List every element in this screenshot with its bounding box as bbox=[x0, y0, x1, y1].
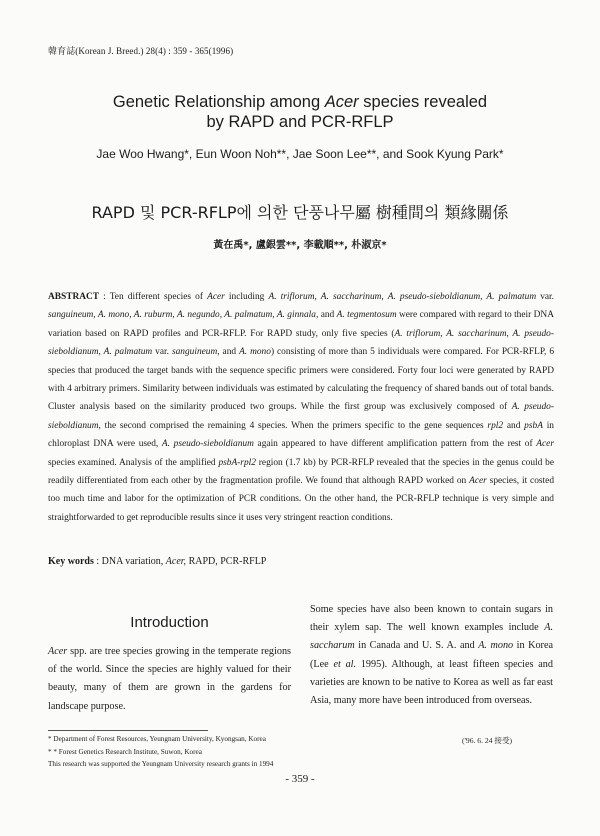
abstract-sep: : bbox=[99, 292, 110, 302]
abstract-italic: A. pseudo-sieboldianum bbox=[161, 439, 254, 450]
title-line1-pre: Genetic Relationship among bbox=[112, 93, 325, 111]
intro-text: spp. are tree species growing in the temperate regions of the world. Since the species are highly valued for their beauty, many of them are grown in the gardens for landscape purpose. bbox=[48, 646, 291, 712]
abstract-italic: sanguineum, bbox=[171, 347, 220, 358]
intro-genus: Acer bbox=[48, 646, 68, 657]
abstract-text: and bbox=[219, 347, 240, 358]
abstract-text: var. bbox=[536, 292, 555, 302]
abstract-text: and bbox=[503, 420, 525, 431]
title-genus: Acer bbox=[324, 93, 359, 111]
abstract-text: ) consisting of more than 5 individuals were compared. For PCR-RFLP, 6 species that produced the target bands with the sequence specific primers were considered. Forty four loci were generated by RAPD with 4 arbitrary primers. Similarity between individuals was estimated by calculating the frequency of shared bands out of total bands. Cluster analysis based on the similarity produced two groups. While the first group was exclusively composed of bbox=[48, 347, 555, 413]
abstract-italic: A. triflorum, A. saccharinum, A. pseudo-sieboldianum, A. palmatum bbox=[48, 328, 554, 358]
rc-text: Some species have also been known to contain sugars in their xylem sap. The well known examples include bbox=[310, 604, 553, 634]
title-line1-post: species revealed bbox=[358, 93, 488, 111]
rc-text: 1995). Although, at least fifteen species and varieties are known to be native to Korea as well as far east Asia, many more have been introduced from overseas. bbox=[310, 658, 553, 707]
abstract-text: again appeared to have different amplification pattern from the rest of bbox=[253, 439, 537, 450]
korean-author-list: 黃在禹*, 盧銀雲**, 李載順**, 朴淑京* bbox=[213, 240, 387, 251]
keywords bbox=[48, 556, 266, 567]
introduction-heading: Introduction bbox=[130, 614, 209, 631]
footnote-divider bbox=[48, 730, 208, 731]
paper-title bbox=[40, 92, 560, 132]
abstract-text: and bbox=[318, 310, 337, 321]
keywords-post: RAPD, PCR-RFLP bbox=[186, 556, 267, 567]
rc-italic: A. mono bbox=[478, 640, 514, 652]
received-date: ('96. 6. 24 接受) bbox=[462, 736, 513, 745]
footnote-funding: This research was supported the Yeungnam University research grants in 1994 bbox=[48, 760, 274, 768]
rc-text: in Korea (Lee bbox=[310, 640, 553, 670]
rc-italic: A. saccharum bbox=[310, 622, 553, 652]
abstract-text: species, it costed too much time and labor for the optimization of PCR conditions. On the other hand, the PCR-RFLP technique is very simple and straightforwarded to get reproducible results since it uses very stringent reaction conditions. bbox=[48, 476, 554, 523]
keywords-pre: DNA variation, bbox=[101, 556, 166, 567]
abstract-italic: Acer bbox=[469, 476, 487, 487]
right-column-paragraph bbox=[310, 601, 553, 710]
right-column bbox=[310, 601, 553, 710]
author-list: Jae Woo Hwang*, Eun Woon Noh**, Jae Soon Lee**, and Sook Kyung Park* bbox=[96, 147, 504, 161]
abstract-text: species examined. Analysis of the amplified bbox=[48, 457, 219, 468]
korean-title: RAPD 및 PCR-RFLP에 의한 단풍나무屬 樹種間의 類緣關係 bbox=[91, 203, 509, 222]
abstract-italic: A. pseudo-sieboldianum, bbox=[48, 402, 554, 431]
abstract-italic: psbA bbox=[524, 420, 543, 431]
abstract-italic: Acer bbox=[207, 292, 225, 302]
rc-italic: et al. bbox=[333, 658, 357, 670]
abstract-italic: A. triflorum, A. saccharinum, A. pseudo-sieboldianum, A. palmatum bbox=[268, 292, 537, 302]
abstract-text: in chloroplast DNA were used, bbox=[48, 420, 554, 450]
keywords-sep: : bbox=[93, 556, 102, 567]
abstract-italic: A. mono bbox=[239, 347, 271, 358]
keywords-label: Key words bbox=[48, 556, 94, 567]
abstract-text: var. bbox=[152, 347, 172, 358]
footnote-affiliation-2: * * Forest Genetics Research Institute, Suwon, Korea bbox=[48, 748, 202, 756]
page-number: - 359 - bbox=[285, 773, 315, 785]
abstract-text: Ten different species of bbox=[109, 292, 208, 302]
abstract-text: the second comprised the remaining 4 species. When the primers specific to the gene sequences bbox=[100, 420, 488, 431]
abstract-italic: rpl2 bbox=[487, 420, 504, 431]
journal-citation: 韓育誌(Korean J. Breed.) 28(4) : 359 - 365(1996) bbox=[48, 46, 234, 56]
abstract-label: ABSTRACT bbox=[48, 292, 100, 302]
abstract-italic: Acer bbox=[536, 439, 554, 450]
abstract-italic: sanguineum, A. mono, A. ruburm, A. negundo, A. palmatum, A. ginnala, bbox=[48, 310, 319, 321]
abstract-italic: A. tegmentosum bbox=[336, 310, 397, 321]
footnote-affiliation-1: * Department of Forest Resources, Yeungnam University, Kyongsan, Korea bbox=[48, 735, 266, 743]
left-column bbox=[48, 610, 291, 716]
title-line2: by RAPD and PCR-RFLP bbox=[206, 113, 394, 131]
abstract bbox=[48, 288, 554, 527]
rc-text: in Canada and U. S. A. and bbox=[354, 640, 479, 652]
abstract-text: were compared with regard to their DNA variation based on RAPD profiles and PCR-RFLP. For RAPD study, only five species ( bbox=[48, 310, 554, 339]
keywords-italic: Acer, bbox=[165, 556, 187, 567]
abstract-text: region (1.7 kb) by PCR-RFLP revealed that the species in the genus could be readily differentiated from each other by the fragmentation profile. We found that although RAPD worked on bbox=[48, 457, 555, 487]
abstract-text: including bbox=[224, 292, 269, 302]
abstract-italic: psbA-rpl2 bbox=[218, 457, 256, 468]
introduction-paragraph bbox=[48, 643, 291, 716]
